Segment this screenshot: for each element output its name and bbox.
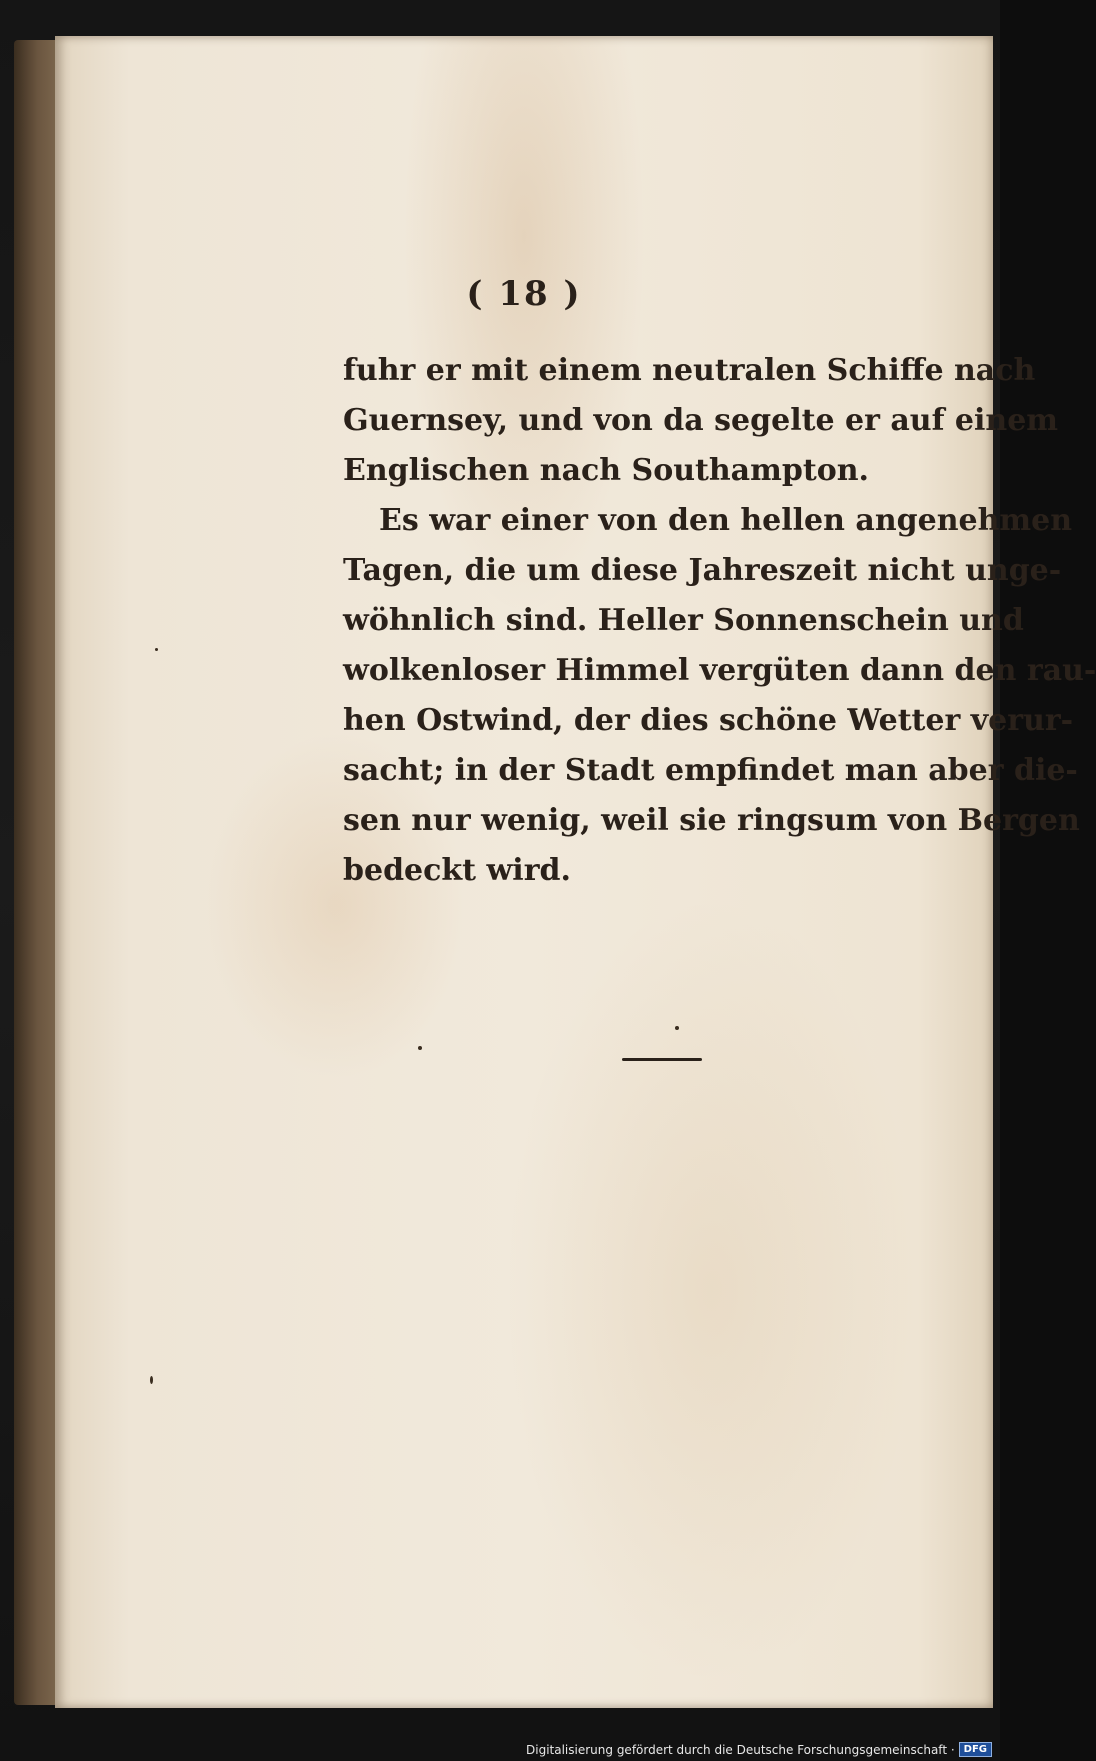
- text-line: sen nur wenig, weil sie ringsum von Bergen: [343, 803, 1080, 838]
- paper-speck: [675, 1026, 679, 1030]
- paper-speck: [155, 648, 158, 651]
- text-line: fuhr er mit einem neutralen Schiffe nach: [343, 353, 1036, 388]
- text-line: Guernsey, und von da segelte er auf einem: [343, 403, 1059, 438]
- paper-speck: [150, 1376, 153, 1384]
- section-end-rule: [622, 1058, 702, 1061]
- text-line: Es war einer von den hellen angenehmen: [379, 503, 1073, 538]
- book-page: [55, 36, 1096, 1708]
- text-line: Tagen, die um diese Jahreszeit nicht unge-: [343, 553, 1062, 588]
- dfg-logo-icon: DFG: [959, 1742, 992, 1757]
- text-line: wolkenloser Himmel vergüten dann den rau-: [343, 653, 1096, 688]
- text-line: bedeckt wird.: [343, 853, 571, 888]
- body-text: [343, 346, 1096, 896]
- text-line: Englischen nach Southampton.: [343, 453, 869, 488]
- text-line: hen Ostwind, der dies schöne Wetter verur-: [343, 703, 1074, 738]
- digitization-credit: [526, 1742, 992, 1757]
- credit-text: Digitalisierung gefördert durch die Deutsche Forschungsgemeinschaft ·: [526, 1742, 955, 1757]
- text-line: wöhnlich sind. Heller Sonnenschein und: [343, 603, 1024, 638]
- paper-speck: [418, 1046, 422, 1050]
- text-line: sacht; in der Stadt empfindet man aber die-: [343, 753, 1078, 788]
- page-number: ( 18 ): [466, 274, 582, 314]
